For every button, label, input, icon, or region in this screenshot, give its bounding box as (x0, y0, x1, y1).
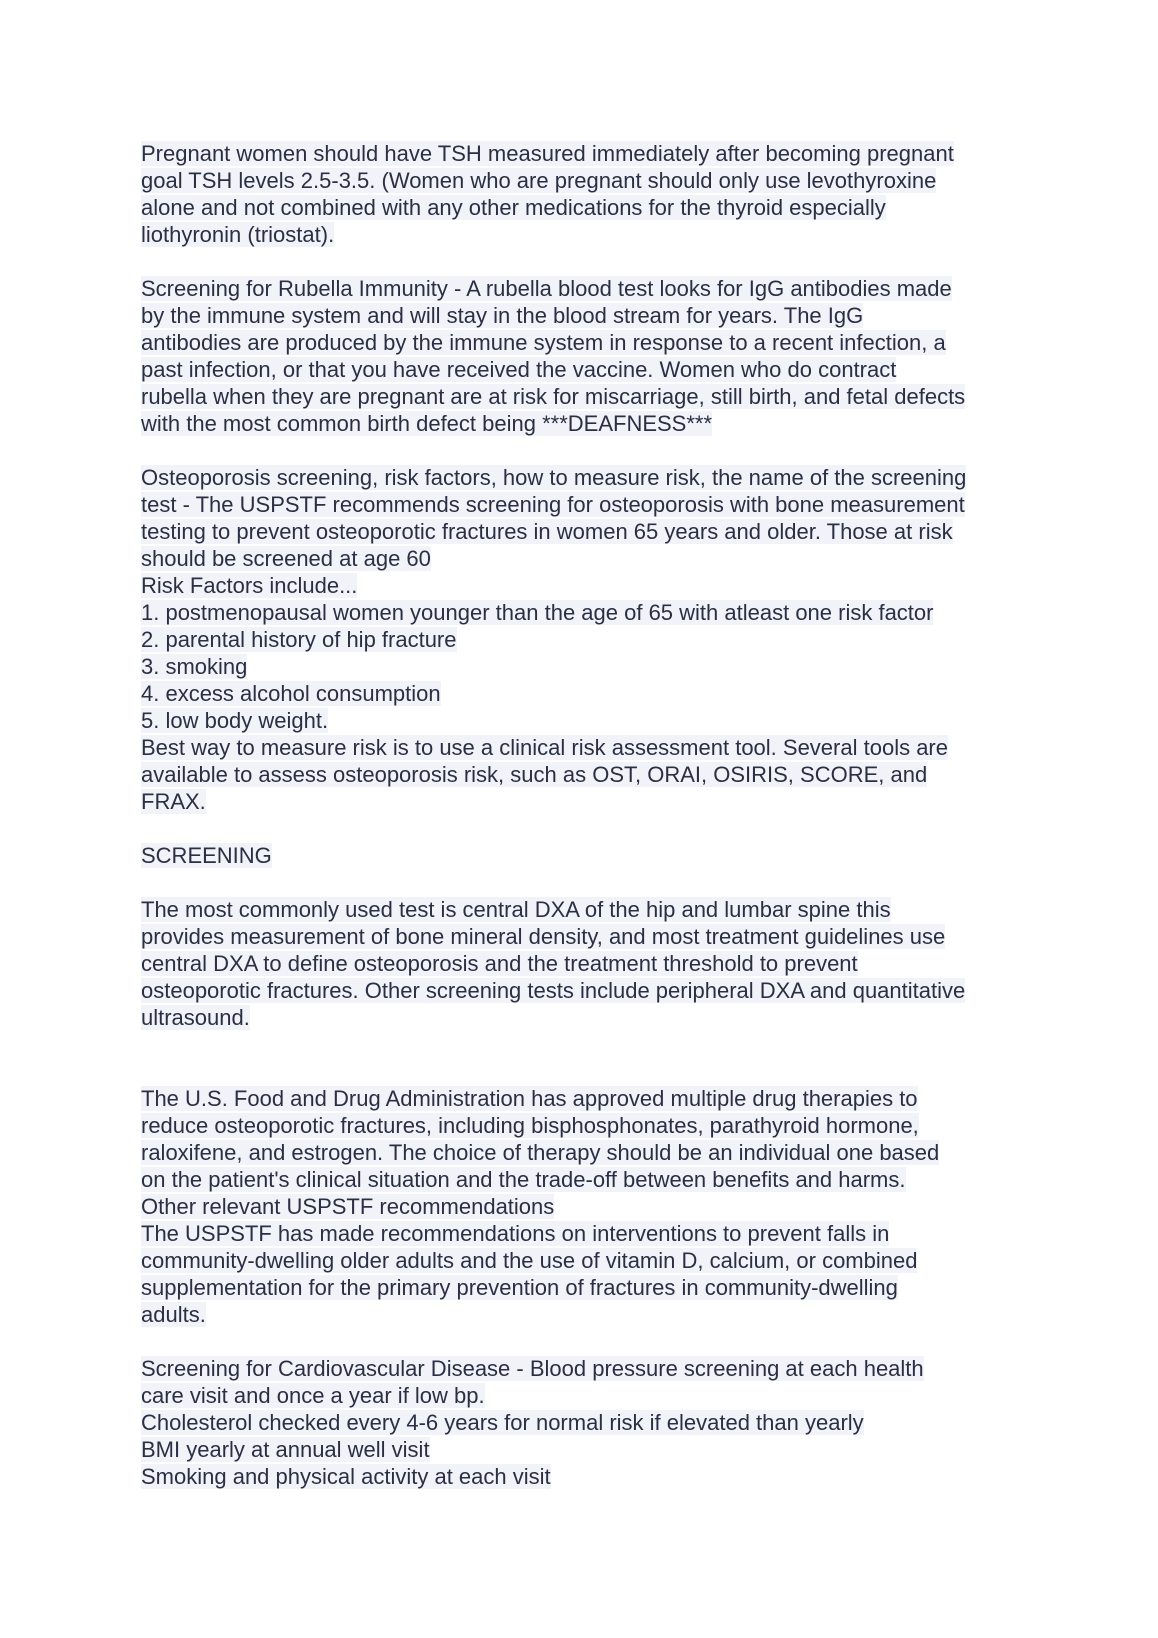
text-line: The U.S. Food and Drug Administration has approved multiple drug therapies to (141, 1086, 918, 1111)
text-line: past infection, or that you have received the vaccine. Women who do contract (141, 357, 897, 382)
list-item: 1. postmenopausal women younger than the age of 65 with atleast one risk factor (141, 600, 934, 625)
paragraph-gap (141, 437, 1041, 464)
text-line: Pregnant women should have TSH measured immediately after becoming pregnant (141, 141, 954, 166)
text-line: Osteoporosis screening, risk factors, how to measure risk, the name of the screening (141, 465, 967, 490)
text-line: goal TSH levels 2.5-3.5. (Women who are pregnant should only use levothyroxine (141, 168, 937, 193)
text-line: Screening for Cardiovascular Disease - Blood pressure screening at each health (141, 1356, 924, 1381)
text-line: reduce osteoporotic fractures, including bisphosphonates, parathyroid hormone, (141, 1113, 919, 1138)
text-line: alone and not combined with any other medications for the thyroid especially (141, 195, 886, 220)
text-line: by the immune system and will stay in the blood stream for years. The IgG (141, 303, 864, 328)
screening-heading: SCREENING (141, 843, 272, 868)
paragraph-gap (141, 1328, 1041, 1355)
text-line: should be screened at age 60 (141, 546, 431, 571)
text-line: testing to prevent osteoporotic fractures in women 65 years and older. Those at risk (141, 519, 953, 544)
list-item: 2. parental history of hip fracture (141, 627, 457, 652)
osteoporosis-paragraph (141, 464, 1041, 815)
text-line: rubella when they are pregnant are at risk for miscarriage, still birth, and fetal defects (141, 384, 966, 409)
tsh-paragraph (141, 140, 1041, 248)
list-item: 5. low body weight. (141, 708, 329, 733)
text-line: supplementation for the primary prevention of fractures in community-dwelling (141, 1275, 898, 1300)
rubella-paragraph (141, 275, 1041, 437)
list-item: 4. excess alcohol consumption (141, 681, 441, 706)
paragraph-gap (141, 1031, 1041, 1085)
text-line: FRAX. (141, 789, 206, 814)
text-line: Cholesterol checked every 4-6 years for normal risk if elevated than yearly (141, 1410, 864, 1435)
text-line: Risk Factors include... (141, 573, 358, 598)
paragraph-gap (141, 815, 1041, 842)
text-line: test - The USPSTF recommends screening for osteoporosis with bone measurement (141, 492, 965, 517)
text-line: osteoporotic fractures. Other screening tests include peripheral DXA and quantitative (141, 978, 966, 1003)
paragraph-gap (141, 248, 1041, 275)
text-line: community-dwelling older adults and the use of vitamin D, calcium, or combined (141, 1248, 918, 1273)
text-line: adults. (141, 1302, 206, 1327)
text-line: Screening for Rubella Immunity - A rubella blood test looks for IgG antibodies made (141, 276, 952, 301)
text-line: BMI yearly at annual well visit (141, 1437, 430, 1462)
text-line: antibodies are produced by the immune system in response to a recent infection, a (141, 330, 946, 355)
text-line: Best way to measure risk is to use a clinical risk assessment tool. Several tools are (141, 735, 948, 760)
text-line: central DXA to define osteoporosis and the treatment threshold to prevent (141, 951, 858, 976)
text-line: on the patient's clinical situation and the trade-off between benefits and harms. (141, 1167, 906, 1192)
text-line: Smoking and physical activity at each visit (141, 1464, 551, 1489)
text-line: liothyronin (triostat). (141, 222, 335, 247)
document-page (141, 140, 1041, 1490)
text-line: available to assess osteoporosis risk, such as OST, ORAI, OSIRIS, SCORE, and (141, 762, 928, 787)
text-line: Other relevant USPSTF recommendations (141, 1194, 555, 1219)
text-line: raloxifene, and estrogen. The choice of therapy should be an individual one based (141, 1140, 940, 1165)
paragraph-gap (141, 869, 1041, 896)
text-line: provides measurement of bone mineral density, and most treatment guidelines use (141, 924, 946, 949)
text-line: The most commonly used test is central DXA of the hip and lumbar spine this (141, 897, 891, 922)
screening-heading-block (141, 842, 1041, 869)
text-line: The USPSTF has made recommendations on interventions to prevent falls in (141, 1221, 890, 1246)
text-line: care visit and once a year if low bp. (141, 1383, 485, 1408)
text-line: ultrasound. (141, 1005, 250, 1030)
fda-paragraph (141, 1085, 1041, 1328)
cardio-paragraph (141, 1355, 1041, 1490)
text-line: with the most common birth defect being ***DEAFNESS*** (141, 411, 713, 436)
screening-paragraph (141, 896, 1041, 1031)
list-item: 3. smoking (141, 654, 248, 679)
